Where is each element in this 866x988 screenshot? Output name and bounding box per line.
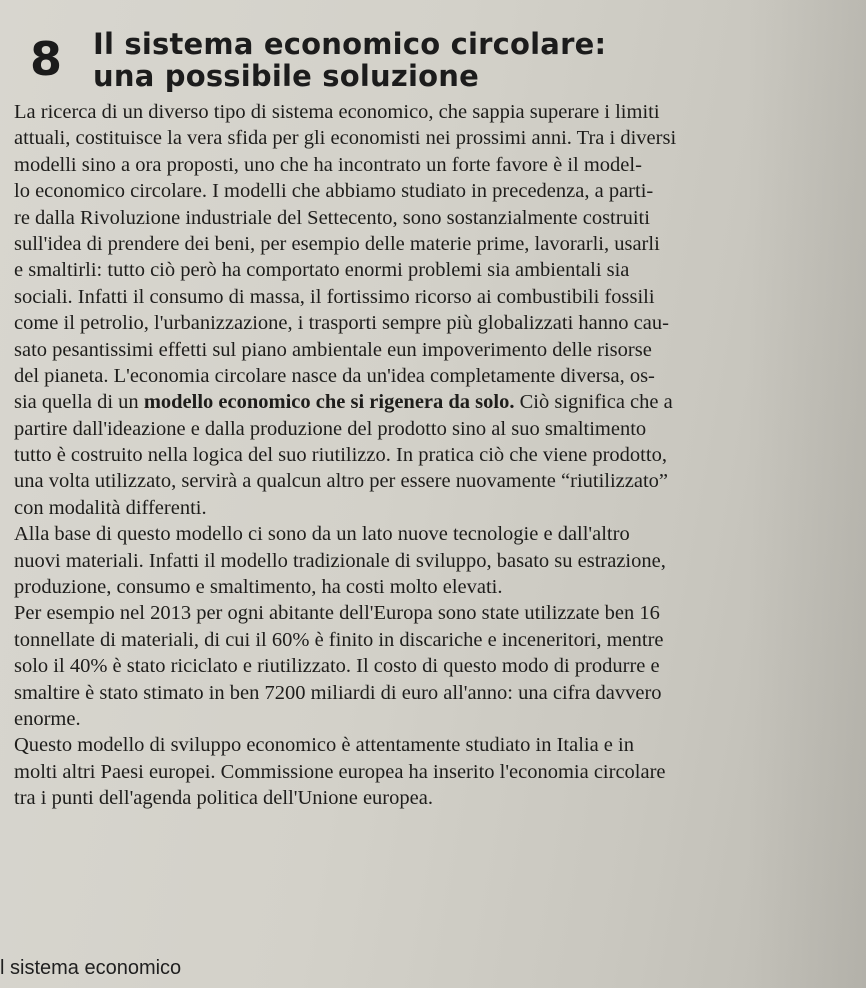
text-segment: Ciò significa che a	[514, 391, 673, 414]
text-line: e smaltirli: tutto ciò però ha comportato enormi problemi sia ambientali sia	[14, 259, 630, 282]
text-line: lo economico circolare. I modelli che abbiamo studiato in precedenza, a parti-	[14, 180, 654, 203]
text-line: re dalla Rivoluzione industriale del Settecento, sono sostanzialmente costruiti	[14, 206, 650, 229]
text-line: produzione, consumo e smaltimento, ha costi molto elevati.	[14, 576, 503, 599]
text-line: del pianeta. L'economia circolare nasce da un'idea completamente diversa, os-	[14, 364, 655, 387]
text-line: solo il 40% è stato riciclato e riutilizzato. Il costo di questo modo di produrre e	[14, 655, 660, 678]
text-line: modelli sino a ora proposti, uno che ha incontrato un forte favore è il model-	[14, 153, 642, 176]
text-line: come il petrolio, l'urbanizzazione, i trasporti sempre più globalizzati hanno cau-	[14, 312, 669, 335]
section-title	[93, 28, 606, 92]
text-line: enorme.	[14, 707, 81, 730]
text-line: tonnellate di materiali, di cui il 60% è finito in discariche e inceneritori, mentre	[14, 628, 664, 651]
text-segment: sia quella di un	[14, 391, 144, 414]
text-line: sato pesantissimi effetti sul piano ambientale eun impoverimento delle risorse	[14, 338, 652, 361]
text-line: La ricerca di un diverso tipo di sistema economico, che sappia superare i limiti	[14, 101, 660, 123]
section-title-line-1: Il sistema economico circolare:	[93, 27, 607, 61]
text-line: Per esempio nel 2013 per ogni abitante dell'Europa sono state utilizzate ben 16	[14, 602, 660, 625]
chapter-number: 8	[30, 32, 63, 86]
text-line: molti altri Paesi europei. Commissione europea ha inserito l'economia circolare	[14, 760, 666, 783]
text-line: tutto è costruito nella logica del suo riutilizzo. In pratica ciò che viene prodotto,	[14, 444, 667, 467]
text-line: partire dall'ideazione e dalla produzione del prodotto sino al suo smaltimento	[14, 417, 647, 440]
text-line: tra i punti dell'agenda politica dell'Unione europea.	[14, 787, 433, 810]
next-section-label: l sistema economico	[0, 957, 182, 979]
emphasis-text: modello economico che si rigenera da solo.	[143, 391, 515, 414]
section-title-line-2: una possibile soluzione	[93, 59, 479, 93]
text-line: smaltire è stato stimato in ben 7200 miliardi di euro all'anno: una cifra davvero	[14, 681, 662, 704]
text-line-with-emphasis	[14, 389, 820, 415]
text-line: nuovi materiali. Infatti il modello tradizionale di sviluppo, basato su estrazione,	[14, 549, 666, 572]
text-line: Alla base di questo modello ci sono da un lato nuove tecnologie e dall'altro	[14, 523, 630, 546]
text-line: sull'idea di prendere dei beni, per esempio delle materie prime, lavorarli, usarli	[14, 232, 660, 255]
text-line: Questo modello di sviluppo economico è attentamente studiato in Italia e in	[14, 734, 634, 757]
body-text	[14, 99, 820, 812]
section-header	[30, 26, 850, 94]
text-line: sociali. Infatti il consumo di massa, il fortissimo ricorso ai combustibili fossili	[14, 285, 655, 308]
text-line: attuali, costituisce la vera sfida per gli economisti nei prossimi anni. Tra i diversi	[14, 127, 677, 150]
text-line: con modalità differenti.	[14, 496, 207, 519]
text-line: una volta utilizzato, servirà a qualcun altro per essere nuovamente “riutilizzato”	[14, 470, 669, 493]
